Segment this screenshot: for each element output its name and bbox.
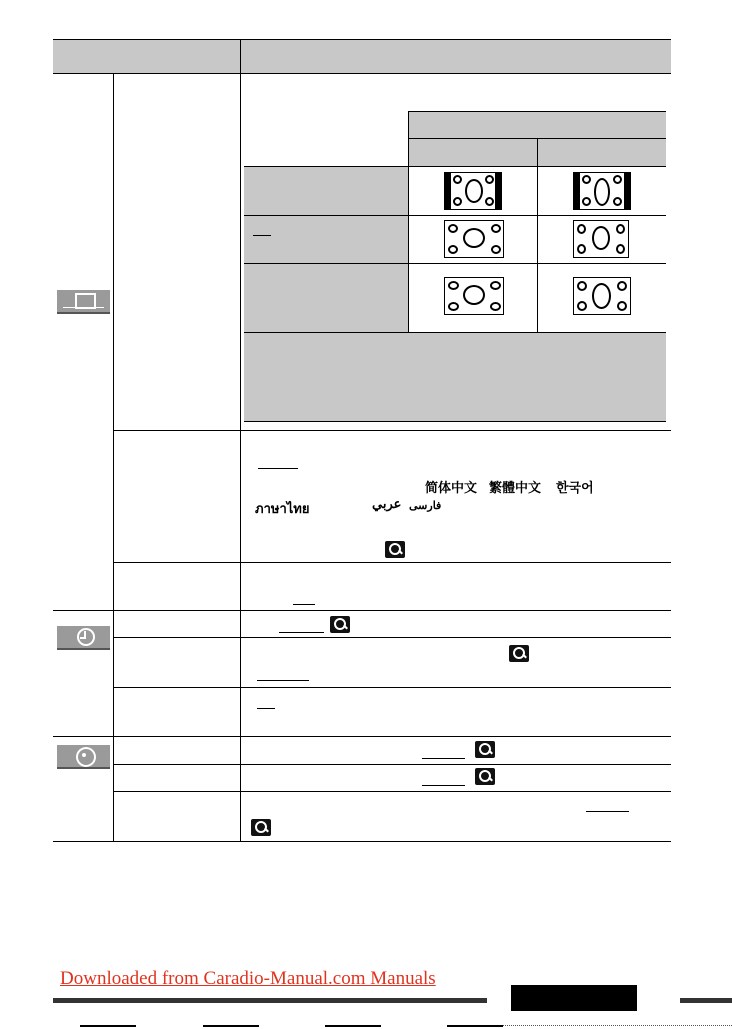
magnifier-icon[interactable] — [330, 616, 350, 633]
magnifier-icon[interactable] — [385, 541, 405, 558]
footer-tick — [203, 1025, 259, 1027]
aspect-zoom-image-2 — [573, 277, 631, 315]
aspect-row-labels — [244, 166, 408, 422]
aspect-note-cell — [408, 332, 666, 422]
download-link[interactable]: Downloaded from Caradio-Manual.com Manuals — [60, 968, 436, 989]
aspect-zoom-image — [444, 277, 504, 315]
page-number-box — [511, 985, 637, 1011]
magnifier-icon[interactable] — [251, 819, 271, 836]
language-arabic: عربي — [372, 496, 402, 511]
default-underline — [257, 680, 309, 681]
magnifier-icon[interactable] — [475, 741, 495, 758]
default-underline — [293, 604, 315, 605]
magnifier-icon[interactable] — [509, 645, 529, 662]
clock-icon — [57, 626, 110, 650]
aspect-full-image-2 — [573, 220, 629, 258]
default-underline — [586, 811, 629, 812]
aspect-full-image — [444, 220, 504, 258]
footer-dotted-rule — [503, 1025, 732, 1027]
default-underline — [279, 632, 324, 633]
table-header — [53, 40, 671, 73]
footer-tick — [325, 1025, 381, 1027]
footer-bar — [53, 998, 487, 1003]
language-korean: 한국어 — [556, 480, 594, 495]
footer-tick — [80, 1025, 136, 1027]
aspect-pillarbox-image-2 — [573, 172, 631, 210]
language-farsi: فارسی — [409, 500, 442, 512]
default-underline — [422, 785, 465, 786]
default-underline — [253, 235, 271, 236]
footer-tick — [447, 1025, 503, 1027]
magnifier-icon[interactable] — [475, 768, 495, 785]
footer-bar-right — [680, 998, 732, 1003]
language-zh-traditional: 繁體中文 — [489, 480, 542, 495]
language-thai: ภาษาไทย — [255, 501, 310, 516]
default-underline — [422, 758, 465, 759]
default-underline — [257, 708, 275, 709]
language-zh-simplified: 简体中文 — [425, 480, 478, 495]
aspect-pillarbox-image — [444, 172, 502, 210]
monitor-icon — [57, 290, 110, 314]
disc-icon — [57, 745, 110, 769]
default-underline — [258, 468, 298, 469]
